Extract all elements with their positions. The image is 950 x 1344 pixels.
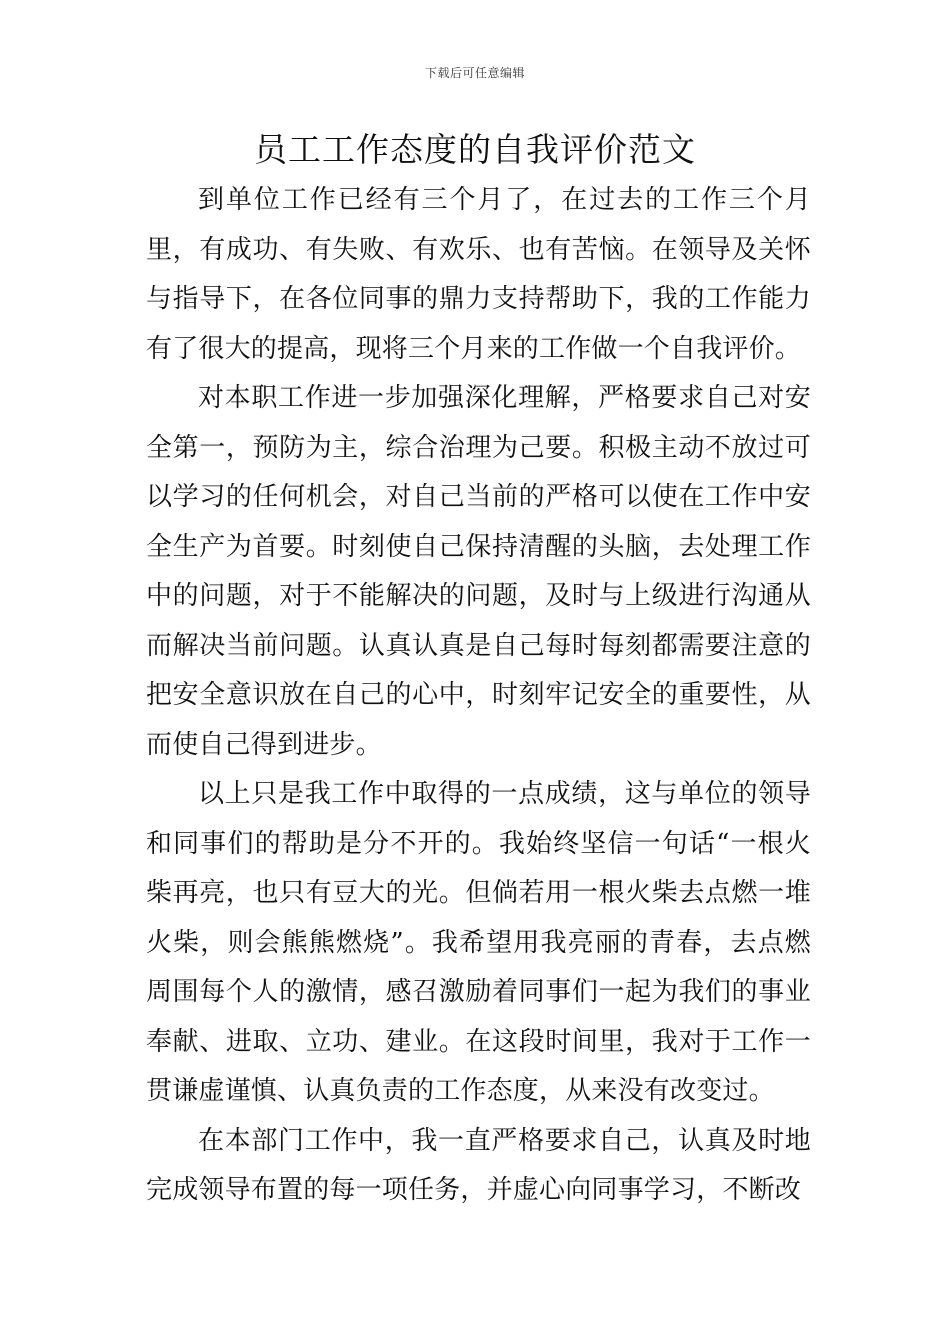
header-note: 下载后可任意编辑 [424,66,525,80]
document-title: 员工工作态度的自我评价范文 [254,130,696,169]
paragraph-3: 以上只是我工作中取得的一点成绩，这与单位的领导和同事们的帮助是分不开的。我始终坚信一句话“一根火柴再亮，也只有豆大的光。但倘若用一根火柴去点燃一堆火柴，则会熊熊燃烧”。我希望用我亮丽的青春，去点燃周围每个人的激情，感召激励着同事们一起为我们的事业奉献、进取、立功、建业。在这段时间里，我对于工作一贯谦虚谨慎、认真负责的工作态度，从来没有改变过。 [146,779,811,1106]
paragraph-4: 在本部门工作中，我一直严格要求自己，认真及时地完成领导布置的每一项任务，并虚心向同事学习，不断改 [146,1125,811,1205]
paragraph-1: 到单位工作已经有三个月了，在过去的工作三个月里，有成功、有失败、有欢乐、也有苦恼。在领导及关怀与指导下，在各位同事的鼎力支持帮助下，我的工作能力有了很大的提高，现将三个月来的工作做一个自我评价。 [146,185,811,364]
document-body [146,176,811,1216]
paragraph-2: 对本职工作进一步加强深化理解，严格要求自己对安全第一，预防为主，综合治理为己要。积极主动不放过可以学习的任何机会，对自己当前的严格可以使在工作中安全生产为首要。时刻使自己保持清醒的头脑，去处理工作中的问题，对于不能解决的问题，及时与上级进行沟通从而解决当前问题。认真认真是自己每时每刻都需要注意的把安全意识放在自己的心中，时刻牢记安全的重要性，从而使自己得到进步。 [146,383,811,760]
